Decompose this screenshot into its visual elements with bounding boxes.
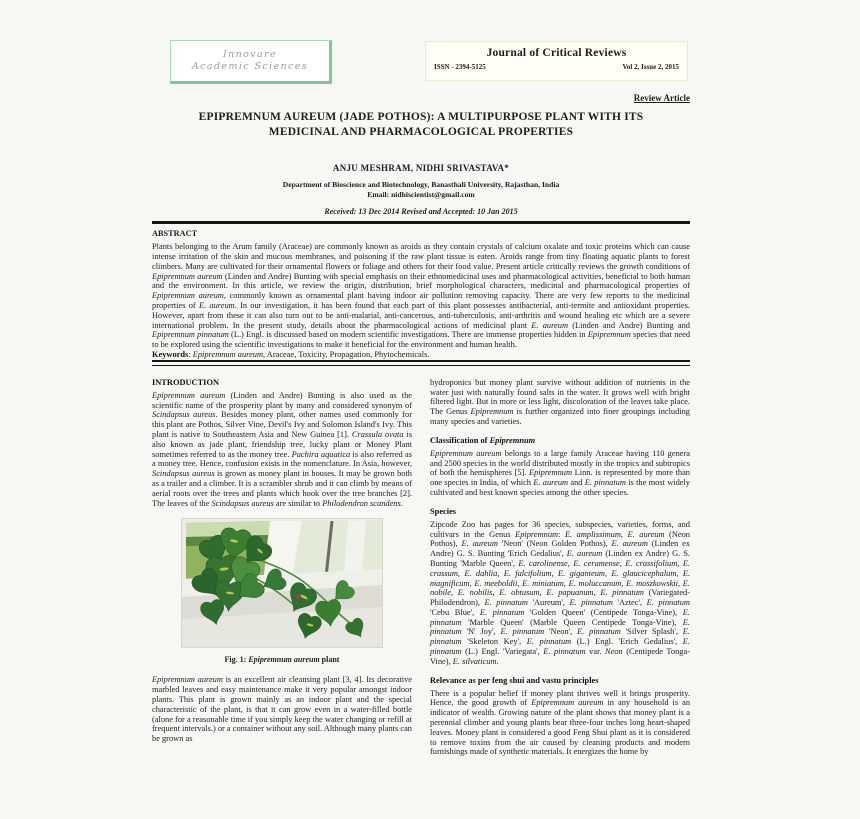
keywords-text: : Epipremnum aureum, Araceae, Toxicity, Propagation, Phytochemicals. [188,349,430,359]
figure-1-caption: Fig. 1: Epipremnum aureum plant [224,655,340,665]
keywords-label: Keywords [152,349,189,359]
separator-rule-double [152,360,690,366]
abstract-heading: ABSTRACT [152,229,198,239]
received-line: Received: 13 Dec 2014 Revised and Accepted: 10 Jan 2015 [324,207,518,217]
section-heading-species: Species [430,506,457,516]
article-body [152,110,690,757]
page-title: EPIPREMNUM AUREUM (JADE POTHOS): A MULTIPURPOSE PLANT WITH ITS MEDICINAL AND PHARMACOLOGICAL PROPERTIES [198,111,644,138]
air-cleansing-paragraph: Epipremnum aureum is an excellent air cleansing plant [3, 4]. Its decorative marbled leaves and easy maintenance make it very popular amongst indoor plants. This plant is grown mainly as an indoor plant and the special characteristic of the plant, is that it can grow even in a water-filled bottle (alone for a reasonable time if you simply keep the water changing or refill at frequent intervals.) or a container without any soil. Although many plants can be grown as [152,675,413,744]
section-heading-fengshui: Relevance as per feng shui and vastu principles [430,675,599,685]
left-column [152,378,412,758]
section-heading-classification: Classification of Epipremnum [430,435,536,445]
authors-line: ANJU MESHRAM, NIDHI SRIVASTAVA* [332,163,510,173]
email-line: Email: nidhiscientist@gmail.com [367,189,475,199]
right-column [430,378,690,758]
section-heading-introduction: INTRODUCTION [152,377,220,387]
separator-rule-thick [152,221,690,224]
article-type-label: Review Article [633,93,690,103]
journal-issn: ISSN - 2394-5125 [434,63,486,71]
fengshui-paragraph: There is a popular belief if money plant thrives well it brings prosperity. Hence, the good growth of Epipremnum aureum in any household is an indicator of wealth. Growing nature of the plant shows that money plant is a perennial climber and young plants bear three-four inches long heart-shaped leaves. Money plant is considered a good Feng Shui plant as it is considered to remove toxins from the air caused by cleaning products and modern furnishings made of synthetic materials. It energizes the home by [430,688,691,757]
figure-1 [182,519,382,664]
classification-paragraph: Epipremnum aureum belongs to a large family Araceae having 110 genera and 2500 species in the world distributed mostly in the tropics and subtropics of both the hemispheres [5]. Epipremnum Linn. is represented by more than one species in India, of which E. aureum and E. pinnatum is the most widely cultivated and best known species among the other species. [430,448,691,497]
abstract-text: Plants belonging to the Arum family (Araceae) are commonly known as aroids as they contain crystals of calcium oxalate and toxic proteins which can cause intense irritation of the skin and mucous membranes, and poisoning if the raw plant tissue is eaten. Aroids range from tiny floating aquatic plants to forest climbers. Many are cultivated for their ornamental flowers or foliage and others for their food value. Present article critically reviews the growth conditions of Epipremnum aureum (Linden and Andre) Bunting with special emphasis on their ethnomedicinal uses and pharmacological activities, beneficial to both human and the environment. In this article, we review the origin, distribution, brief morphological characters, medicinal and pharmacological properties of Epipremnum aureum, commonly known as ornamental plant having indoor air pollution removing capacity. There are very few reports to the medicinal properties of E. aureum. In our investigation, it has been found that each part of this plant possesses antibacterial, anti-termite and antioxidant properties. However, apart from these it can also turn out to be anti-malarial, anti-cancerous, anti-tuberculosis, anti-arthritis and wound healing etc which are a severe international problem. In the present study, details about the pharmacological actions of medicinal plant E. aureum (Linden and Andre) Bunting and Epipremnum pinnatum (L.) Engl. is discussed based on modern scientific investigations. There are immense properties hidden in Epipremnum species that need to be explored using the scientific investigations to make it beneficial for the environment and human health. [152,242,691,350]
intro-paragraph: Epipremnum aureum (Linden and Andre) Bunting is also used as the scientific name of the prosperity plant by many and considered synonym of Scindapsus aureus. Besides money plant, other names used commonly for this plant are Pothos, Silver Vine, Devil's Ivy and Solomon Island's Ivy. This plant is native to Southeastern Asia and New Guinea [1]. Crassula ovata is also known as jade plant, friendship tree, lucky plant or Money Plant sometimes referred to as the money tree. Pachira aquatica is also referred as a money tree. Hence, confusion exists in the nomenclature. In Asia, however, Scindapsus aureus is grown as money plant in houses. It may be grown both as a trailer and a climber. It is a scrambler shrub and it can climb by means of aerial roots over the trees and plants which hook over the tree branches [2]. The leaves of the Scindapsus aureus are similar to Philodendron scandens. [152,390,413,508]
publisher-logo-line-2: Academic Sciences [191,61,309,72]
publisher-logo-line-1: Innovare [222,49,278,60]
article-type [152,93,690,103]
keywords-line [152,350,690,360]
species-paragraph: Zipcode Zoo has pages for 36 species, subspecies, varieties, forms, and cultivars in the Genus Epipremnum: E. amplissimum, E. aureum (Neon Pothos), E. aureum 'Neon' (Neon Golden Pothos), E. aureum (Linden ex Andre) G. S. Bunting 'Erich Gedalius', E. aureum (Linden ex Andre) G. S. Bunting 'Marble Queen', E. carolinense, E. ceramense, E. crassifolium, E. crassum, E. dahlia, E. falcifolium, E. giganteum, E. glaucicephalum, E. magnificum, E. meeboldii, E. miniatum, E. moluccanum, E. moszkowskii, E. nobile, E. nobilis, E. obtusum, E. papuanum, E. pinnatum (Variegated-Philodendron), E. pinnatum 'Aureum', E. pinnatum 'Aztec', E. pinnatum 'Cebu Blue', E. pinnatum 'Golden Queen' (Centipede Tonga-Vine), E. pinnatum 'Marble Queen' (Marble Queen Centipede Tonga-Vine), E. pinnatum 'N' Joy', E. pinnatum 'Neon', E. pinnatum 'Silver Splash', E. pinnatum 'Skeleton Key', E. pinnatum (L.) Engl. 'Erich Gedalius', E. pinnatum (L.) Engl. 'Variegata', E. pinnatum var. Neon (Centipede Tonga-Vine), E. silvaticum. [430,519,691,666]
affiliation-line: Department of Bioscience and Biotechnology, Banasthali University, Rajasthan, India [282,180,560,189]
journal-issue: Vol 2, Issue 2, 2015 [622,63,679,71]
journal-name: Journal of Critical Reviews [486,47,627,59]
hydroponics-paragraph: hydroponics but money plant survive without addition of nutrients in the water just with naturally found salts in the water. It grows well with bright filtered light. But in more or less light, discoloration of the leaves take place. The Genus Epipremnum is further organized into finer groupings including many species and varieties. [430,377,690,426]
publisher-logo [170,40,332,84]
journal-header [425,41,688,81]
figure-1-photo [182,519,382,647]
